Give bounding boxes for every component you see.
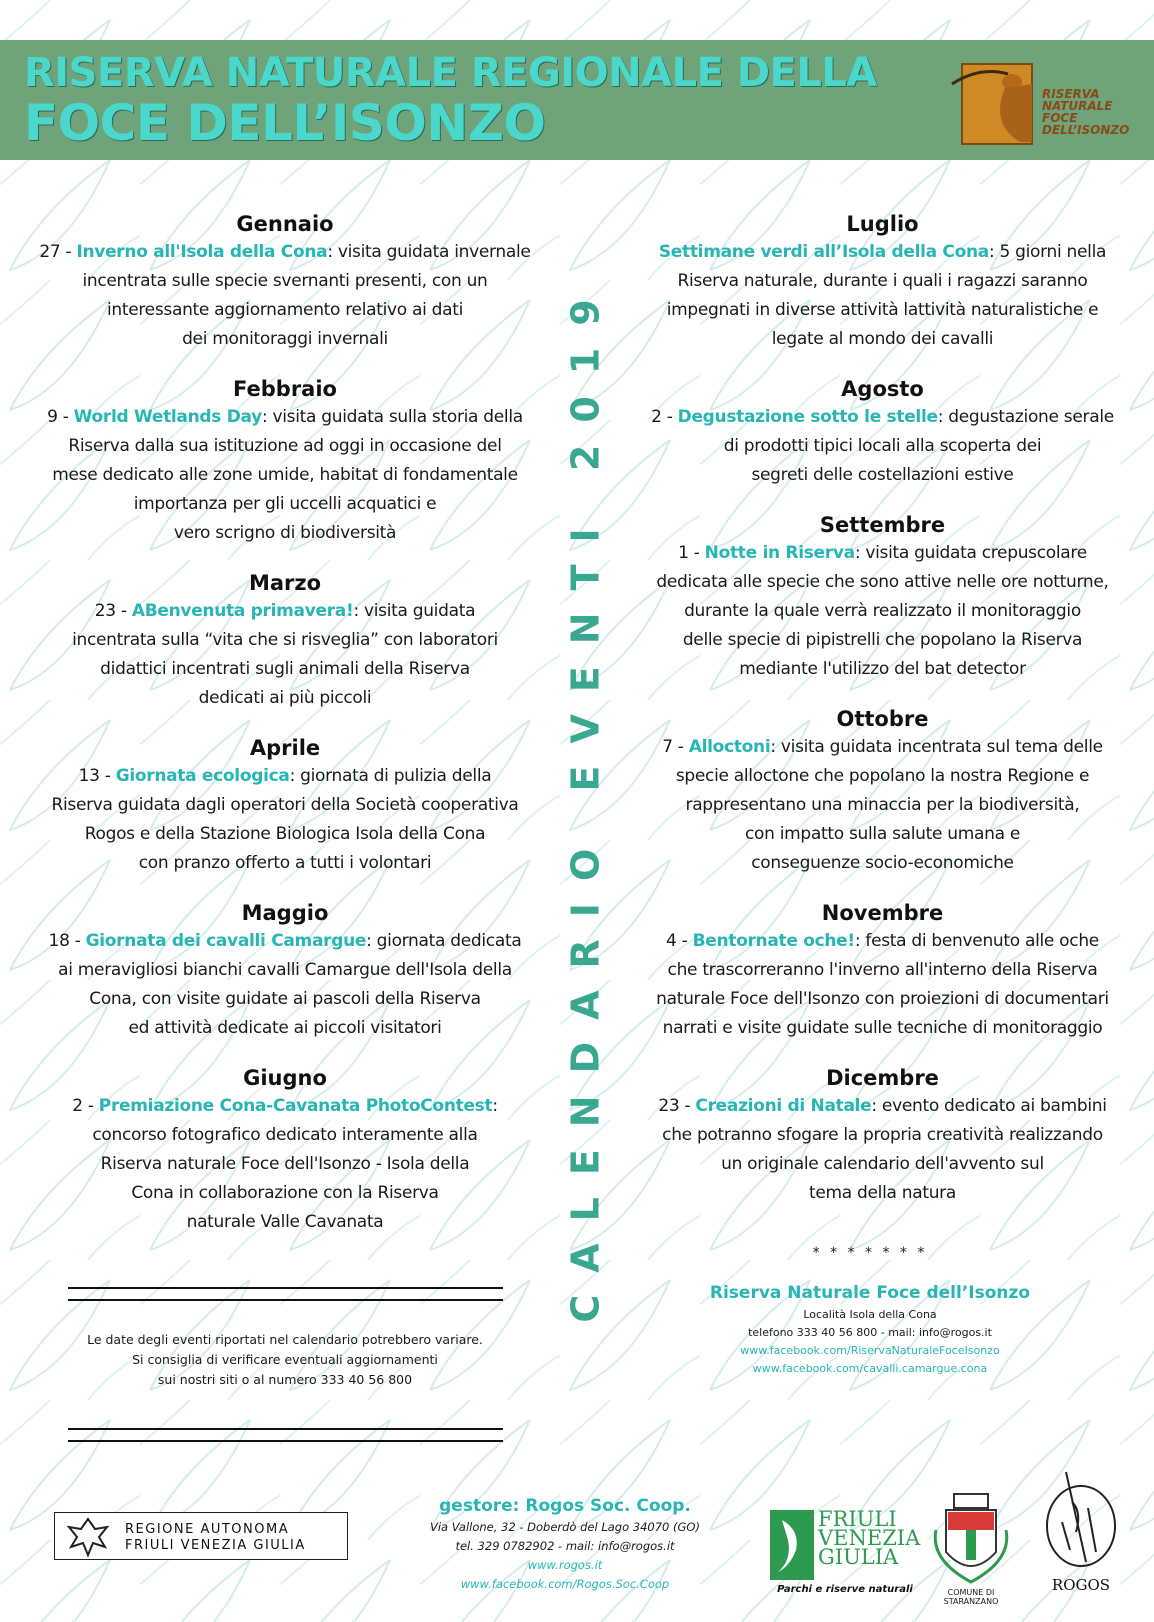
event-text: legate al mondo dei cavalli — [771, 329, 994, 349]
region-line-2: FRIULI VENEZIA GIULIA — [125, 1538, 306, 1553]
event-day: 13 - — [78, 766, 116, 786]
event-day: 2 - — [72, 1096, 99, 1116]
left-column — [20, 210, 550, 1258]
month-block — [625, 511, 1140, 684]
month-heading: Luglio — [846, 212, 919, 236]
event-name: Alloctoni — [688, 737, 771, 757]
note-line: sui nostri siti o al numero 333 40 56 800 — [157, 1372, 413, 1387]
event-line — [20, 1150, 550, 1179]
event-line — [625, 539, 1140, 568]
month-heading: Febbraio — [233, 377, 337, 401]
month-heading: Settembre — [819, 513, 946, 537]
month-block — [20, 569, 550, 713]
event-line — [625, 820, 1140, 849]
event-day: 2 - — [651, 407, 678, 427]
event-line — [20, 1121, 550, 1150]
event-text: : visita guidata sulla storia della — [261, 407, 523, 427]
logo-text: RISERVA NATURALE FOCE DELL’ISONZO — [1042, 87, 1130, 137]
contact-name: Riserva Naturale Foce dell’Isonzo — [709, 1283, 1031, 1303]
event-text: incentrata sulla “vita che si risveglia” con laboratori — [72, 630, 498, 650]
event-text: : visita guidata — [353, 601, 476, 621]
event-text: con impatto sulla salute umana e — [745, 824, 1020, 844]
month-heading: Marzo — [248, 571, 322, 595]
month-block — [625, 705, 1140, 878]
comune-label: COMUNE DI STARANZANO — [943, 1588, 999, 1606]
reserve-logo — [950, 44, 1146, 152]
event-text: : festa di benvenuto alle oche — [854, 931, 1099, 951]
bird-silhouette-icon — [770, 1510, 814, 1580]
event-line — [20, 1179, 550, 1208]
month-block — [625, 375, 1140, 490]
month-block — [20, 734, 550, 878]
event-name: Degustazione sotto le stelle — [677, 407, 938, 427]
divider-line — [68, 1299, 503, 1301]
event-text: durante la quale verrà realizzato il monitoraggio — [684, 601, 1081, 621]
event-name: Notte in Riserva — [704, 543, 855, 563]
title-line-2: FOCE DELL’ISONZO — [24, 94, 546, 152]
manager-phone: tel. 329 0782902 - mail: info@rogos.it — [455, 1539, 675, 1553]
event-text: : — [492, 1096, 498, 1116]
event-text: : visita guidata invernale — [327, 242, 531, 262]
event-line — [625, 791, 1140, 820]
event-name: Giornata ecologica — [115, 766, 290, 786]
event-text: : 5 giorni nella — [988, 242, 1107, 262]
title-line-1: RISERVA NATURALE REGIONALE DELLA — [24, 50, 877, 96]
event-name: Settimane verdi all’Isola della Cona — [658, 242, 989, 262]
event-line — [625, 325, 1140, 354]
event-line — [625, 403, 1140, 432]
month-block — [625, 210, 1140, 354]
event-name: Premiazione Cona-Cavanata PhotoContest — [98, 1096, 493, 1116]
month-heading: Dicembre — [826, 1066, 939, 1090]
event-line — [625, 1014, 1140, 1043]
event-name: Bentornate oche! — [692, 931, 855, 951]
event-text: : visita guidata crepuscolare — [854, 543, 1087, 563]
event-text: delle specie di pipistrelli che popolano la Riserva — [682, 630, 1083, 650]
event-text: Riserva naturale, durante i quali i ragazzi saranno — [677, 271, 1088, 291]
event-line — [20, 238, 550, 267]
event-text: : giornata di pulizia della — [289, 766, 492, 786]
event-day: 18 - — [48, 931, 86, 951]
event-line — [20, 1208, 550, 1237]
fvg-line-3: GIULIA — [818, 1545, 899, 1569]
curlew-bird-icon — [950, 44, 1050, 152]
contact-block — [690, 1280, 1050, 1378]
region-line-1: REGIONE AUTONOMA — [125, 1522, 290, 1537]
event-line — [20, 1014, 550, 1043]
vertical-calendar-title — [546, 200, 626, 1400]
rogos-label: ROGOS — [1051, 1576, 1111, 1594]
stars-separator: * * * * * * * — [812, 1245, 928, 1261]
divider-line — [68, 1287, 503, 1289]
event-day: 23 - — [94, 601, 132, 621]
event-line — [625, 927, 1140, 956]
note-line: Si consiglia di verificare eventuali aggiornamenti — [132, 1352, 438, 1367]
month-heading: Aprile — [249, 736, 321, 760]
facebook-link[interactable]: www.facebook.com/RiservaNaturaleFoceIsonzo — [740, 1344, 1000, 1357]
event-line — [625, 626, 1140, 655]
event-line — [20, 762, 550, 791]
event-text: narrati e visite guidate sulle tecniche di monitoraggio — [662, 1018, 1103, 1038]
event-text: Riserva naturale Foce dell'Isonzo - Isola della — [100, 1154, 470, 1174]
month-heading: Gennaio — [236, 212, 334, 236]
event-line — [625, 1121, 1140, 1150]
event-name: Inverno all'Isola della Cona — [76, 242, 328, 262]
event-text: rappresentano una minaccia per la biodiversità, — [685, 795, 1080, 815]
event-text: mese dedicato alle zone umide, habitat di fondamentale — [52, 465, 518, 485]
event-line — [20, 927, 550, 956]
website-link[interactable]: www.rogos.it — [527, 1558, 603, 1572]
calendar-title-text: CALENDARIO EVENTI 2019 — [564, 277, 608, 1323]
event-line — [625, 762, 1140, 791]
event-line — [20, 325, 550, 354]
event-text: concorso fotografico dedicato interamente alla — [92, 1125, 478, 1145]
event-text: didattici incentrati sugli animali della Riserva — [100, 659, 470, 679]
event-day: 7 - — [662, 737, 689, 757]
event-text: ed attività dedicate ai piccoli visitatori — [128, 1018, 442, 1038]
fvg-line-1: FRIULI — [818, 1507, 897, 1531]
event-line — [625, 461, 1140, 490]
event-line — [20, 461, 550, 490]
disclaimer-note — [40, 1330, 530, 1390]
event-line — [20, 626, 550, 655]
event-day: 4 - — [666, 931, 693, 951]
event-text: che trascorreranno l'inverno all'interno della Riserva — [667, 960, 1098, 980]
event-text: incentrata sulle specie svernanti presenti, con un — [82, 271, 488, 291]
event-line — [625, 568, 1140, 597]
event-text: dedicata alle specie che sono attive nelle ore notturne, — [656, 572, 1109, 592]
header-banner — [0, 40, 1154, 160]
month-block — [20, 375, 550, 548]
event-line — [20, 655, 550, 684]
month-heading: Ottobre — [836, 707, 929, 731]
event-line — [625, 655, 1140, 684]
event-day: 9 - — [47, 407, 74, 427]
facebook-link[interactable]: www.facebook.com/Rogos.Soc.Coop — [460, 1577, 670, 1591]
month-block — [20, 1064, 550, 1237]
month-block — [20, 210, 550, 354]
event-text: specie alloctone che popolano la nostra Regione e — [675, 766, 1090, 786]
event-line — [625, 432, 1140, 461]
month-block — [625, 1064, 1140, 1208]
rogos-logo — [1036, 1462, 1126, 1602]
event-day: 23 - — [658, 1096, 696, 1116]
event-text: Riserva guidata dagli operatori della Società cooperativa — [51, 795, 519, 815]
event-line — [20, 820, 550, 849]
event-line — [20, 519, 550, 548]
event-line — [625, 238, 1140, 267]
event-line — [20, 597, 550, 626]
event-line — [625, 733, 1140, 762]
event-text: importanza per gli uccelli acquatici e — [133, 494, 437, 514]
event-line — [20, 432, 550, 461]
event-name: World Wetlands Day — [73, 407, 262, 427]
event-text: dei monitoraggi invernali — [182, 329, 388, 349]
event-text: : degustazione serale — [937, 407, 1114, 427]
month-heading: Giugno — [243, 1066, 327, 1090]
event-line — [20, 956, 550, 985]
month-heading: Maggio — [241, 901, 329, 925]
event-line — [625, 1150, 1140, 1179]
region-logo — [54, 1512, 348, 1560]
month-block — [20, 899, 550, 1043]
event-day: 27 - — [39, 242, 77, 262]
event-line — [625, 597, 1140, 626]
event-text: di prodotti tipici locali alla scoperta dei — [723, 436, 1042, 456]
event-text: mediante l'utilizzo del bat detector — [739, 659, 1026, 679]
event-name: Creazioni di Natale — [695, 1096, 872, 1116]
event-line — [625, 849, 1140, 878]
event-text: segreti delle costellazioni estive — [751, 465, 1014, 485]
eagle-icon — [63, 1513, 113, 1559]
fvg-parks-logo — [770, 1507, 921, 1600]
event-text: naturale Valle Cavanata — [186, 1212, 384, 1232]
event-text: con pranzo offerto a tutti i volontari — [138, 853, 432, 873]
event-text: : visita guidata incentrata sul tema delle — [770, 737, 1103, 757]
event-line — [20, 791, 550, 820]
divider-line — [68, 1428, 503, 1430]
comune-coat-of-arms — [926, 1490, 1016, 1606]
event-line — [20, 403, 550, 432]
event-text: ai meravigliosi bianchi cavalli Camargue dell'Isola della — [58, 960, 512, 980]
event-line — [625, 267, 1140, 296]
event-text: conseguenze socio-economiche — [751, 853, 1014, 873]
event-line — [20, 267, 550, 296]
event-text: Riserva dalla sua istituzione ad oggi in occasione del — [68, 436, 502, 456]
event-line — [20, 490, 550, 519]
event-line — [625, 296, 1140, 325]
event-text: : giornata dedicata — [366, 931, 522, 951]
facebook-link[interactable]: www.facebook.com/cavalli.camargue.cona — [752, 1362, 988, 1375]
contact-phone: telefono 333 40 56 800 - mail: info@rogos.it — [748, 1326, 992, 1339]
event-line — [625, 1092, 1140, 1121]
event-name: ABenvenuta primavera! — [131, 601, 354, 621]
event-text: : evento dedicato ai bambini — [871, 1096, 1107, 1116]
manager-block — [420, 1494, 710, 1594]
rogos-emblem-icon — [1036, 1462, 1126, 1572]
note-line: Le date degli eventi riportati nel calendario potrebbero variare. — [87, 1332, 483, 1347]
event-text: impegnati in diverse attività lattività naturalistiche e — [666, 300, 1099, 320]
month-heading: Novembre — [821, 901, 944, 925]
event-line — [20, 296, 550, 325]
event-line — [20, 849, 550, 878]
event-day: 1 - — [678, 543, 705, 563]
event-name: Giornata dei cavalli Camargue — [85, 931, 367, 951]
event-text: tema della natura — [809, 1183, 956, 1203]
event-line — [20, 985, 550, 1014]
fvg-line-2: VENEZIA — [818, 1526, 921, 1550]
month-block — [625, 899, 1140, 1043]
event-text: che potranno sfogare la propria creatività realizzando — [662, 1125, 1103, 1145]
event-text: Cona, con visite guidate ai pascoli della Riserva — [89, 989, 481, 1009]
event-text: Rogos e della Stazione Biologica Isola della Cona — [84, 824, 486, 844]
manager-address: Via Vallone, 32 - Doberdò del Lago 34070 (GO) — [430, 1520, 700, 1534]
event-line — [625, 956, 1140, 985]
event-line — [625, 985, 1140, 1014]
event-line — [20, 684, 550, 713]
event-text: un originale calendario dell'avvento sul — [721, 1154, 1044, 1174]
manager-name: gestore: Rogos Soc. Coop. — [439, 1496, 691, 1516]
event-text: naturale Foce dell'Isonzo con proiezioni di documentari — [656, 989, 1109, 1009]
event-text: dedicati ai più piccoli — [198, 688, 372, 708]
event-text: vero scrigno di biodiversità — [173, 523, 397, 543]
right-column — [625, 210, 1140, 1229]
contact-location: Località Isola della Cona — [803, 1308, 937, 1321]
month-heading: Agosto — [841, 377, 924, 401]
divider-line — [68, 1440, 503, 1442]
fvg-subtitle: Parchi e riserve naturali — [777, 1584, 913, 1595]
event-text: interessante aggiornamento relativo ai dati — [106, 300, 464, 320]
event-text: Cona in collaborazione con la Riserva — [131, 1183, 439, 1203]
event-line — [625, 1179, 1140, 1208]
coat-of-arms-icon — [926, 1490, 1016, 1586]
event-line — [20, 1092, 550, 1121]
